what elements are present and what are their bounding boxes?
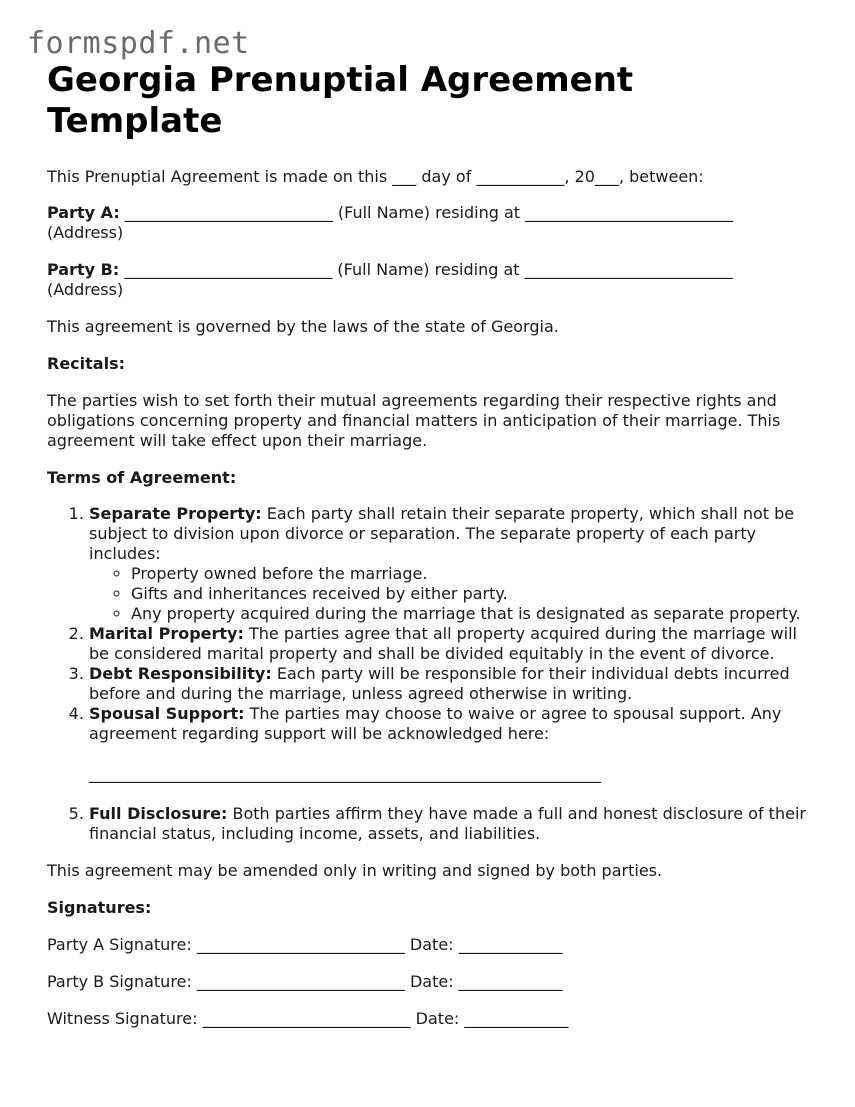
term-text: The parties may choose to waive or agree to spousal support. Any agreement regarding support will be acknowledged here: bbox=[89, 704, 782, 743]
recitals-text: The parties wish to set forth their mutual agreements regarding their respective rights and obligations concerning property and financial matters in anticipation of their marriage. This agreement will take effect upon their marriage. bbox=[47, 391, 781, 450]
governing-law: This agreement is governed by the laws of the state of Georgia. bbox=[47, 317, 559, 336]
recitals-heading: Recitals: bbox=[47, 354, 125, 373]
support-blank-line: ________________________________________________________________ bbox=[89, 764, 601, 783]
party-b-text: __________________________ (Full Name) residing at __________________________ (Address) bbox=[47, 260, 733, 299]
signature-party-a: Party A Signature: __________________________ Date: _____________ bbox=[47, 935, 563, 954]
term-full-disclosure bbox=[89, 804, 812, 844]
term-title: Full Disclosure: bbox=[89, 804, 228, 823]
term-spousal-support bbox=[89, 704, 812, 784]
intro-paragraph: This Prenuptial Agreement is made on this ___ day of ___________, 20___, between: bbox=[47, 167, 704, 186]
watermark: formspdf.net bbox=[27, 26, 250, 61]
terms-heading: Terms of Agreement: bbox=[47, 468, 237, 487]
document-title: Georgia Prenuptial Agreement Template bbox=[47, 60, 634, 141]
document-body bbox=[47, 60, 812, 1029]
term-marital-property bbox=[89, 624, 812, 664]
list-item: ◦ Any property acquired during the marriage that is designated as separate property. bbox=[131, 604, 812, 624]
terms-list bbox=[47, 504, 812, 844]
amendment-clause: This agreement may be amended only in writing and signed by both parties. bbox=[47, 861, 663, 880]
party-b-line bbox=[47, 260, 812, 300]
term-title: Debt Responsibility: bbox=[89, 664, 272, 683]
term-title: Marital Property: bbox=[89, 624, 244, 643]
signature-witness: Witness Signature: __________________________ Date: _____________ bbox=[47, 1009, 569, 1028]
term-debt-responsibility bbox=[89, 664, 812, 704]
term-text: Both parties affirm they have made a full and honest disclosure of their financial status, including income, assets, and liabilities. bbox=[89, 804, 806, 843]
term-text: The parties agree that all property acquired during the marriage will be considered marital property and shall be divided equitably in the event of divorce. bbox=[89, 624, 797, 663]
term-text: Each party will be responsible for their individual debts incurred before and during the marriage, unless agreed otherwise in writing. bbox=[89, 664, 790, 703]
party-b-label: Party B: bbox=[47, 260, 120, 279]
signatures-heading: Signatures: bbox=[47, 898, 152, 917]
term-title: Spousal Support: bbox=[89, 704, 245, 723]
party-a-label: Party A: bbox=[47, 203, 120, 222]
list-item: ◦ Property owned before the marriage. bbox=[131, 564, 812, 584]
term-text: Each party shall retain their separate property, which shall not be subject to division upon divorce or separation. The separate property of each party includes: bbox=[89, 504, 795, 563]
term-separate-property bbox=[89, 504, 812, 624]
term-title: Separate Property: bbox=[89, 504, 262, 523]
separate-property-list bbox=[89, 564, 812, 624]
list-item: ◦ Gifts and inheritances received by either party. bbox=[131, 584, 812, 604]
signature-party-b: Party B Signature: __________________________ Date: _____________ bbox=[47, 972, 563, 991]
party-a-text: __________________________ (Full Name) residing at __________________________ (Address) bbox=[47, 203, 734, 242]
party-a-line bbox=[47, 203, 812, 243]
